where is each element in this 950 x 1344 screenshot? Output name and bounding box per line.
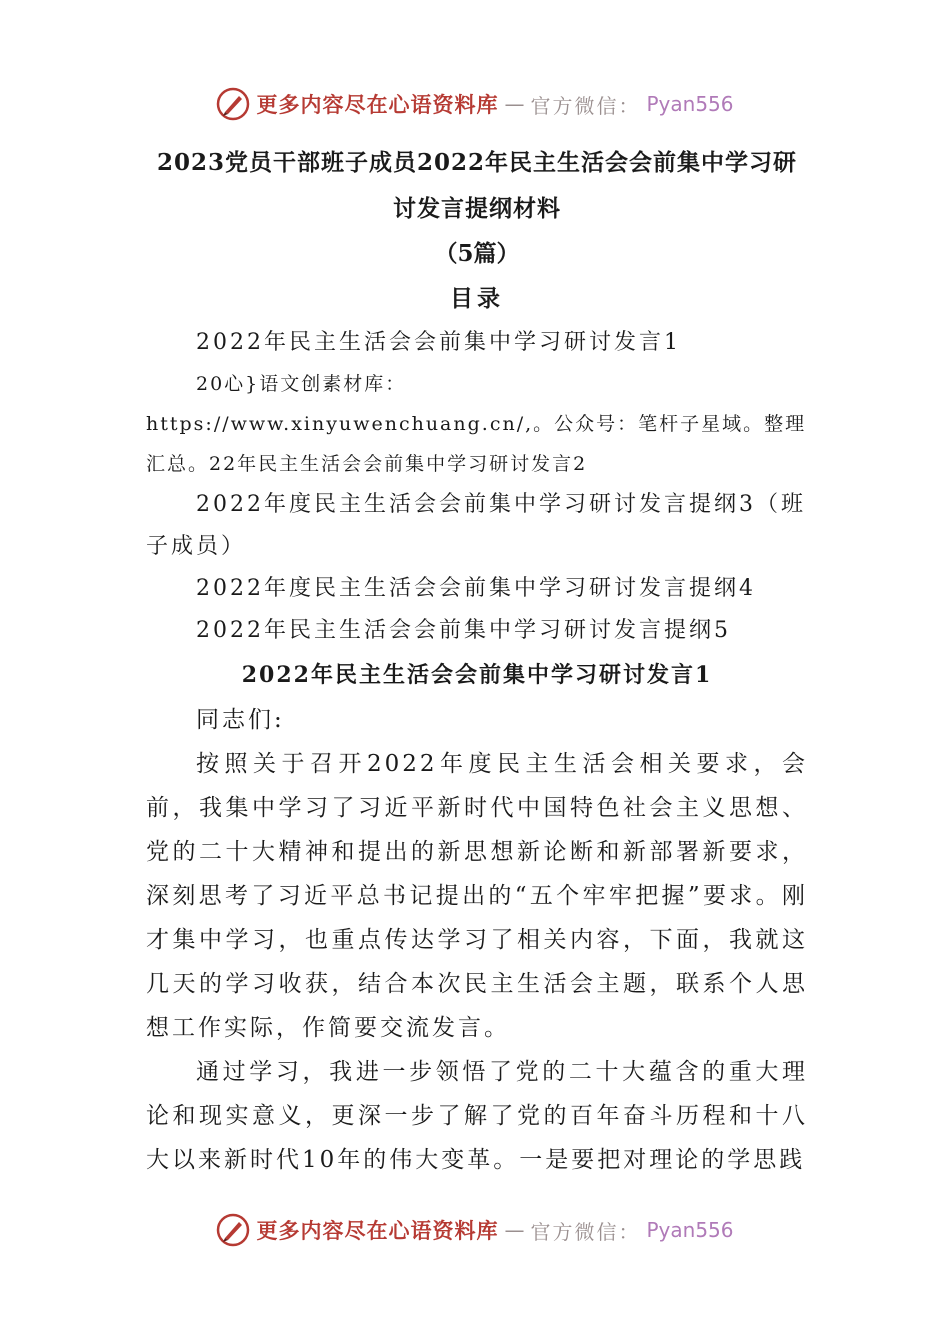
document-count: （5篇）: [434, 240, 520, 267]
wechat-label: 官方微信：: [530, 93, 641, 118]
wechat-id: Pyan556: [646, 1218, 734, 1242]
document-title: 2023党员干部班子成员2022年民主生活会会前集中学习研讨发言提纲材料: [156, 149, 798, 222]
banner-separator: —: [504, 1218, 525, 1242]
header-banner: [0, 80, 950, 128]
toc-item[interactable]: 20心}语文创素材库：https://www.xinyuwenchuang.cn/,。公众号：笔杆子星域。整理汇总。22年民主生活会会前集中学习研讨发言2: [146, 373, 807, 475]
toc-item[interactable]: 2022年民主生活会会前集中学习研讨发言1: [196, 330, 681, 355]
greeting: 同志们:: [196, 707, 285, 733]
document-body: [146, 140, 808, 1182]
section-title: 2022年民主生活会会前集中学习研讨发言1: [241, 662, 713, 688]
banner-text: 更多内容尽在心语资料库: [256, 92, 499, 117]
table-of-contents: [146, 322, 808, 652]
toc-heading: 目录: [450, 285, 504, 312]
paragraph: 按照关于召开2022年度民主生活会相关要求，会前，我集中学习了习近平新时代中国特色社会主义思想、党的二十大精神和提出的新思想新论断和新部署新要求，深刻思考了习近平总书记提出的“五个牢牢把握”要求。刚才集中学习，也重点传达学习了相关内容，下面，我就这几天的学习收获，结合本次民主生活会主题，联系个人思想工作实际，作简要交流发言。: [146, 751, 808, 1041]
banner-text: 更多内容尽在心语资料库: [256, 1218, 499, 1243]
banner-separator: —: [504, 92, 525, 116]
wechat-id: Pyan556: [646, 92, 734, 116]
pen-logo-icon: [216, 1213, 250, 1247]
toc-item[interactable]: 2022年度民主生活会会前集中学习研讨发言提纲4: [196, 576, 756, 601]
paragraph: 通过学习，我进一步领悟了党的二十大蕴含的重大理论和现实意义，更深一步了解了党的百年奋斗历程和十八大以来新时代10年的伟大变革。一是要把对理论的学思践: [146, 1059, 808, 1173]
toc-item[interactable]: 2022年度民主生活会会前集中学习研讨发言提纲3（班子成员）: [146, 492, 806, 559]
footer-banner: [0, 1206, 950, 1254]
pen-logo-icon: [216, 87, 250, 121]
toc-item[interactable]: 2022年民主生活会会前集中学习研讨发言提纲5: [196, 618, 731, 643]
wechat-label: 官方微信：: [530, 1219, 641, 1244]
